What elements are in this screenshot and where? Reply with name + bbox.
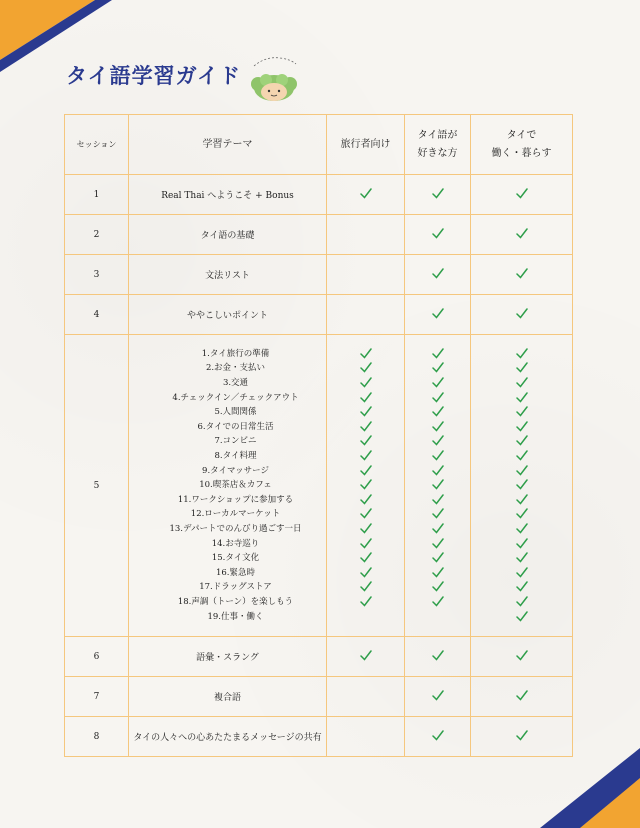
check-icon — [516, 272, 528, 282]
table-row — [65, 677, 573, 717]
check-icon — [516, 507, 528, 522]
session-number: 2 — [65, 215, 129, 255]
check-icon — [432, 478, 444, 493]
check-icon — [432, 580, 444, 595]
check-icon — [516, 347, 528, 362]
lover-cell — [405, 215, 471, 255]
list-item: 16.緊急時 — [215, 567, 256, 578]
check-icon — [432, 566, 444, 581]
check-icon — [432, 192, 444, 202]
check-icon — [360, 522, 372, 537]
worker-cell — [471, 335, 573, 637]
traveler-cell — [327, 717, 405, 757]
title-area — [66, 60, 241, 90]
check-icon — [360, 192, 372, 202]
session-topic: ややこしいポイント — [129, 295, 327, 335]
check-icon — [360, 405, 372, 420]
check-icon — [516, 654, 528, 664]
traveler-cell — [327, 637, 405, 677]
check-icon — [432, 420, 444, 435]
header-topic: 学習テーマ — [129, 115, 327, 175]
check-icon — [432, 449, 444, 464]
list-item: 19.仕事・働く — [207, 611, 264, 622]
check-icon — [516, 391, 528, 406]
session-number: 4 — [65, 295, 129, 335]
check-icon — [360, 347, 372, 362]
lover-cell — [405, 717, 471, 757]
worker-cell — [471, 215, 573, 255]
session-topic: Real Thai へようこそ + Bonus — [129, 175, 327, 215]
check-icon — [360, 566, 372, 581]
check-icon — [432, 405, 444, 420]
session-topic: 文法リスト — [129, 255, 327, 295]
check-icon — [432, 361, 444, 376]
check-icon — [516, 551, 528, 566]
check-icon — [432, 493, 444, 508]
worker-cell — [471, 255, 573, 295]
check-icon — [516, 361, 528, 376]
lover-cell — [405, 295, 471, 335]
check-icon — [360, 361, 372, 376]
session-topic: 複合語 — [129, 677, 327, 717]
check-icon — [360, 376, 372, 391]
table-row — [65, 717, 573, 757]
traveler-cell — [327, 215, 405, 255]
check-icon — [516, 434, 528, 449]
traveler-cell — [327, 255, 405, 295]
check-icon — [516, 522, 528, 537]
header-worker-line1: タイで — [506, 129, 537, 141]
list-item: 9.タイマッサージ — [202, 465, 269, 476]
check-icon — [516, 312, 528, 322]
table-row-session-5 — [65, 335, 573, 637]
worker-cell — [471, 175, 573, 215]
list-item: 5.人間関係 — [214, 407, 257, 418]
check-icon — [432, 734, 444, 744]
table-row — [65, 637, 573, 677]
check-icon — [516, 566, 528, 581]
header-lover — [405, 115, 471, 175]
check-icon — [360, 478, 372, 493]
list-item: 12.ローカルマーケット — [190, 509, 281, 520]
lover-cell — [405, 637, 471, 677]
session-topic-list — [129, 335, 327, 637]
check-icon — [432, 232, 444, 242]
check-icon — [516, 610, 528, 625]
check-icon — [432, 507, 444, 522]
check-icon — [516, 478, 528, 493]
check-icon — [516, 537, 528, 552]
list-item: 3.交通 — [222, 378, 249, 389]
list-item: 17.ドラッグストア — [199, 582, 272, 593]
worker-cell — [471, 677, 573, 717]
list-item: 15.タイ文化 — [211, 553, 260, 564]
lover-cell — [405, 175, 471, 215]
header-lover-line1: タイ語が — [417, 129, 458, 141]
session-number: 6 — [65, 637, 129, 677]
lover-cell — [405, 677, 471, 717]
lover-cell — [405, 255, 471, 295]
session-topic: タイの人々への心あたたまるメッセージの共有 — [129, 717, 327, 757]
table-row — [65, 255, 573, 295]
worker-cell — [471, 295, 573, 335]
header-row — [65, 115, 573, 175]
table-row — [65, 295, 573, 335]
check-icon — [516, 464, 528, 479]
session-number: 7 — [65, 677, 129, 717]
check-icon — [432, 312, 444, 322]
check-icon — [360, 493, 372, 508]
session-number: 3 — [65, 255, 129, 295]
list-item: 7.コンビニ — [214, 436, 257, 447]
session-topic: タイ語の基礎 — [129, 215, 327, 255]
check-icon — [432, 434, 444, 449]
check-icon — [516, 595, 528, 610]
header-lover-line2: 好きな方 — [417, 147, 458, 159]
check-icon — [432, 464, 444, 479]
traveler-cell — [327, 175, 405, 215]
check-icon — [516, 580, 528, 595]
header-worker-line2: 働く・暮らす — [491, 147, 552, 159]
check-icon — [432, 347, 444, 362]
check-icon — [432, 272, 444, 282]
check-icon — [516, 694, 528, 704]
check-icon — [360, 391, 372, 406]
session-number: 1 — [65, 175, 129, 215]
list-item: 11.ワークショップに参加する — [177, 494, 294, 505]
list-item: 14.お寺巡り — [211, 538, 260, 549]
check-icon — [360, 537, 372, 552]
check-icon — [360, 420, 372, 435]
check-icon — [432, 376, 444, 391]
table-row — [65, 175, 573, 215]
check-icon — [432, 595, 444, 610]
session-number: 8 — [65, 717, 129, 757]
page-title: タイ語学習ガイド — [66, 64, 241, 88]
traveler-cell — [327, 295, 405, 335]
check-icon — [432, 694, 444, 704]
list-item: 4.チェックイン／チェックアウト — [172, 392, 299, 403]
traveler-cell — [327, 335, 405, 637]
check-icon — [432, 654, 444, 664]
list-item: 8.タイ料理 — [214, 451, 257, 462]
check-icon — [432, 391, 444, 406]
worker-cell — [471, 717, 573, 757]
check-icon — [360, 580, 372, 595]
check-icon — [516, 420, 528, 435]
check-icon — [360, 595, 372, 610]
worker-cell — [471, 637, 573, 677]
check-icon — [516, 232, 528, 242]
list-item: 10.喫茶店＆カフェ — [199, 480, 272, 491]
check-icon — [360, 654, 372, 664]
check-icon — [516, 493, 528, 508]
check-icon — [360, 449, 372, 464]
header-traveler: 旅行者向け — [327, 115, 405, 175]
list-item: 2.お金・支払い — [205, 363, 266, 374]
list-item: 6.タイでの日常生活 — [197, 421, 274, 432]
list-item: 13.デパートでのんびり過ごす一日 — [169, 523, 302, 534]
check-icon — [516, 376, 528, 391]
check-icon — [516, 405, 528, 420]
learning-guide-table — [64, 114, 573, 757]
mascot-logo — [246, 52, 304, 104]
check-icon — [360, 434, 372, 449]
check-icon — [360, 551, 372, 566]
list-item: 18.声調（トーン）を楽しもう — [177, 596, 294, 607]
check-icon — [432, 537, 444, 552]
lover-cell — [405, 335, 471, 637]
header-worker — [471, 115, 573, 175]
header-session: セッション — [65, 115, 129, 175]
check-icon — [516, 734, 528, 744]
check-icon — [360, 507, 372, 522]
check-icon — [432, 522, 444, 537]
check-icon — [360, 464, 372, 479]
list-item: 1.タイ旅行の準備 — [201, 348, 270, 359]
traveler-cell — [327, 677, 405, 717]
session-topic: 語彙・スラング — [129, 637, 327, 677]
check-icon — [516, 192, 528, 202]
table-row — [65, 215, 573, 255]
check-icon — [432, 551, 444, 566]
check-icon — [516, 449, 528, 464]
session-number: 5 — [65, 335, 129, 637]
